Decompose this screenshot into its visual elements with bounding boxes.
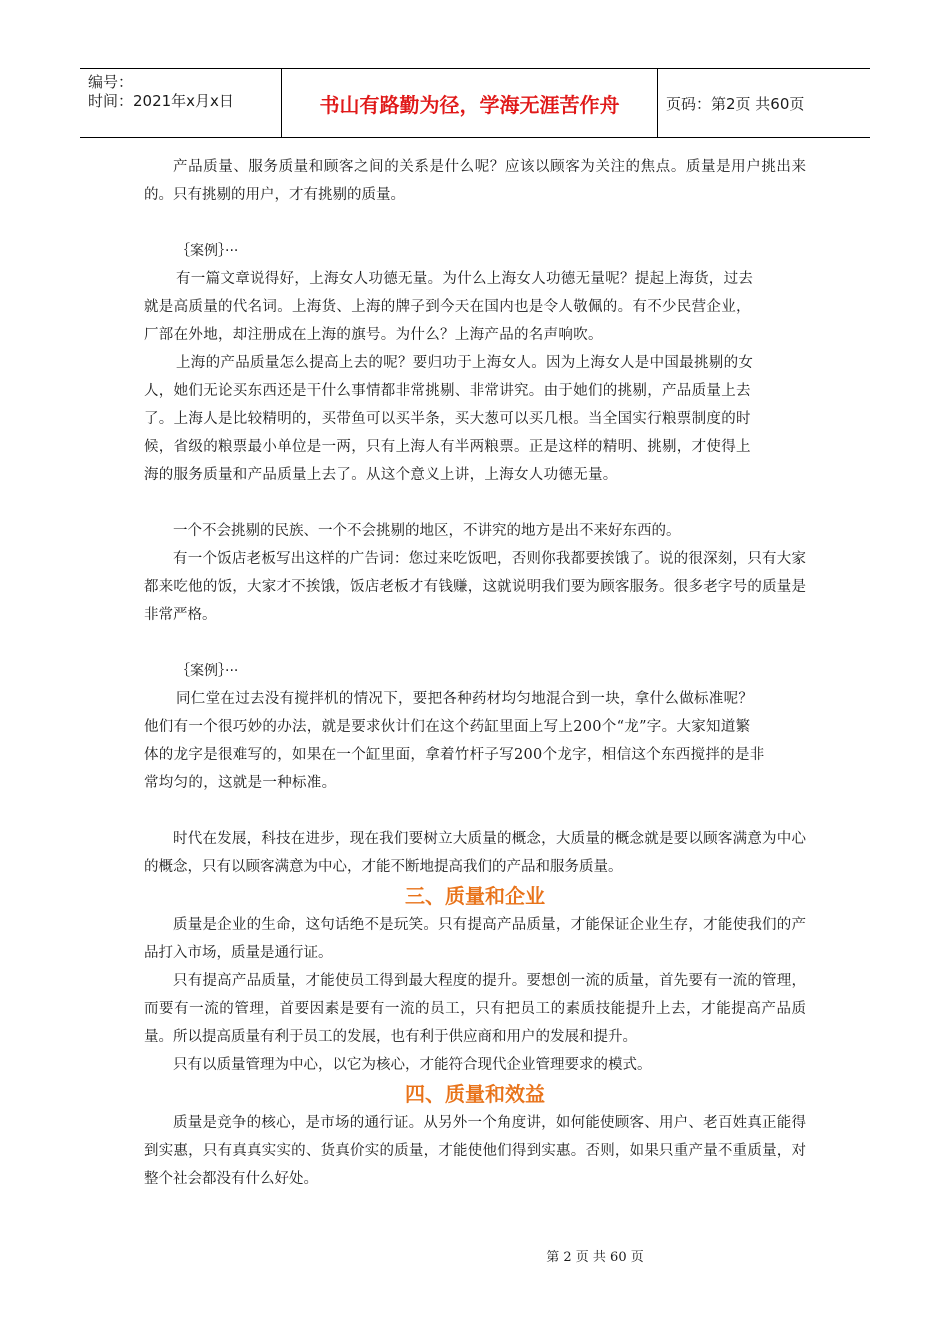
case1-line: 候，省级的粮票最小单位是一两，只有上海人有半两粮票。正是这样的精明、挑剔，才使得上 [144,439,751,455]
header-meta [80,69,282,137]
intro-paragraph: 产品质量、服务质量和顾客之间的关系是什么呢？应该以顾客为关注的焦点。质量是用户挑出来的。只有挑剔的用户，才有挑剔的质量。 [144,159,806,203]
case-label-1: ｛案例｝··· [176,243,239,259]
spacer [144,629,806,657]
paragraph: 有一个饭店老板写出这样的广告词：您过来吃饭吧，否则你我都要挨饿了。说的很深刻，只有大家都来吃他的饭，大家才不挨饿，饭店老板才有钱赚，这就说明我们要为顾客服务。很多老字号的质量是非常严格。 [144,551,806,623]
page-info: 页码：第2页 共60页 [666,94,805,113]
paragraph: 质量是企业的生命，这句话绝不是玩笑。只有提高产品质量，才能保证企业生存，才能使我们的产品打入市场，质量是通行证。 [144,917,806,961]
case1-line: 海的服务质量和产品质量上去了。从这个意义上讲，上海女人功德无量。 [144,467,618,483]
page-footer [0,1246,950,1265]
case1-line: 了。上海人是比较精明的，买带鱼可以买半条，买大葱可以买几根。当全国实行粮票制度的时 [144,411,751,427]
section-4-title: 四、质量和效益 [405,1082,545,1106]
case1-line: 厂部在外地，却注册成在上海的旗号。为什么？上海产品的名声响吹。 [144,327,603,343]
case2-line: 常均匀的，这就是一种标准。 [144,775,337,791]
spacer [144,797,806,825]
case1-line: 人，她们无论买东西还是干什么事情都非常挑剔、非常讲究。由于她们的挑剔，产品质量上去 [144,383,751,399]
paragraph: 时代在发展，科技在进步，现在我们要树立大质量的概念，大质量的概念就是要以顾客满意为中心的概念，只有以顾客满意为中心，才能不断地提高我们的产品和服务质量。 [144,831,806,875]
motto: 书山有路勤为径，学海无涯苦作舟 [282,69,658,137]
page-header [80,68,870,138]
date-label: 时间：2021年x月x日 [88,92,234,110]
case2-line: 他们有一个很巧妙的办法，就是要求伙计们在这个药缸里面上写上200个“龙”字。大家知道繁 [144,719,751,735]
case2-line: 体的龙字是很难写的，如果在一个缸里面，拿着竹杆子写200个龙字，相信这个东西搅拌的是非 [144,747,765,763]
case2-line: 同仁堂在过去没有搅拌机的情况下，要把各种药材均匀地混合到一块，拿什么做标准呢？ [176,691,754,707]
spacer [144,209,806,237]
footer-page-number: 第 2 页 共 60 页 [546,1250,644,1265]
paragraph: 质量是竞争的核心，是市场的通行证。从另外一个角度讲，如何能使顾客、用户、老百姓真正能得到实惠，只有真真实实的、货真价实的质量，才能使他们得到实惠。否则，如果只重产量不重质量，对整个社会都没有什么好处。 [144,1115,806,1187]
document-body [144,153,806,1193]
number-label: 编号： [88,73,134,91]
case1-line: 就是高质量的代名词。上海货、上海的牌子到今天在国内也是令人敬佩的。有不少民营企业， [144,299,751,315]
case-label-2: ｛案例｝··· [176,663,239,679]
paragraph: 只有以质量管理为中心，以它为核心，才能符合现代企业管理要求的模式。 [173,1057,652,1073]
case1-line: 有一篇文章说得好，上海女人功德无量。为什么上海女人功德无量呢？提起上海货，过去 [176,271,754,287]
paragraph: 只有提高产品质量，才能使员工得到最大程度的提升。要想创一流的质量，首先要有一流的管理，而要有一流的管理，首要因素是要有一流的员工，只有把员工的素质技能提升上去，才能提高产品质量。所以提高质量有利于员工的发展，也有利于供应商和用户的发展和提升。 [144,973,806,1045]
paragraph: 一个不会挑剔的民族、一个不会挑剔的地区，不讲究的地方是出不来好东西的。 [173,523,681,539]
spacer [144,489,806,517]
section-3-title: 三、质量和企业 [405,884,545,908]
case1-line: 上海的产品质量怎么提高上去的呢？要归功于上海女人。因为上海女人是中国最挑剔的女 [176,355,754,371]
